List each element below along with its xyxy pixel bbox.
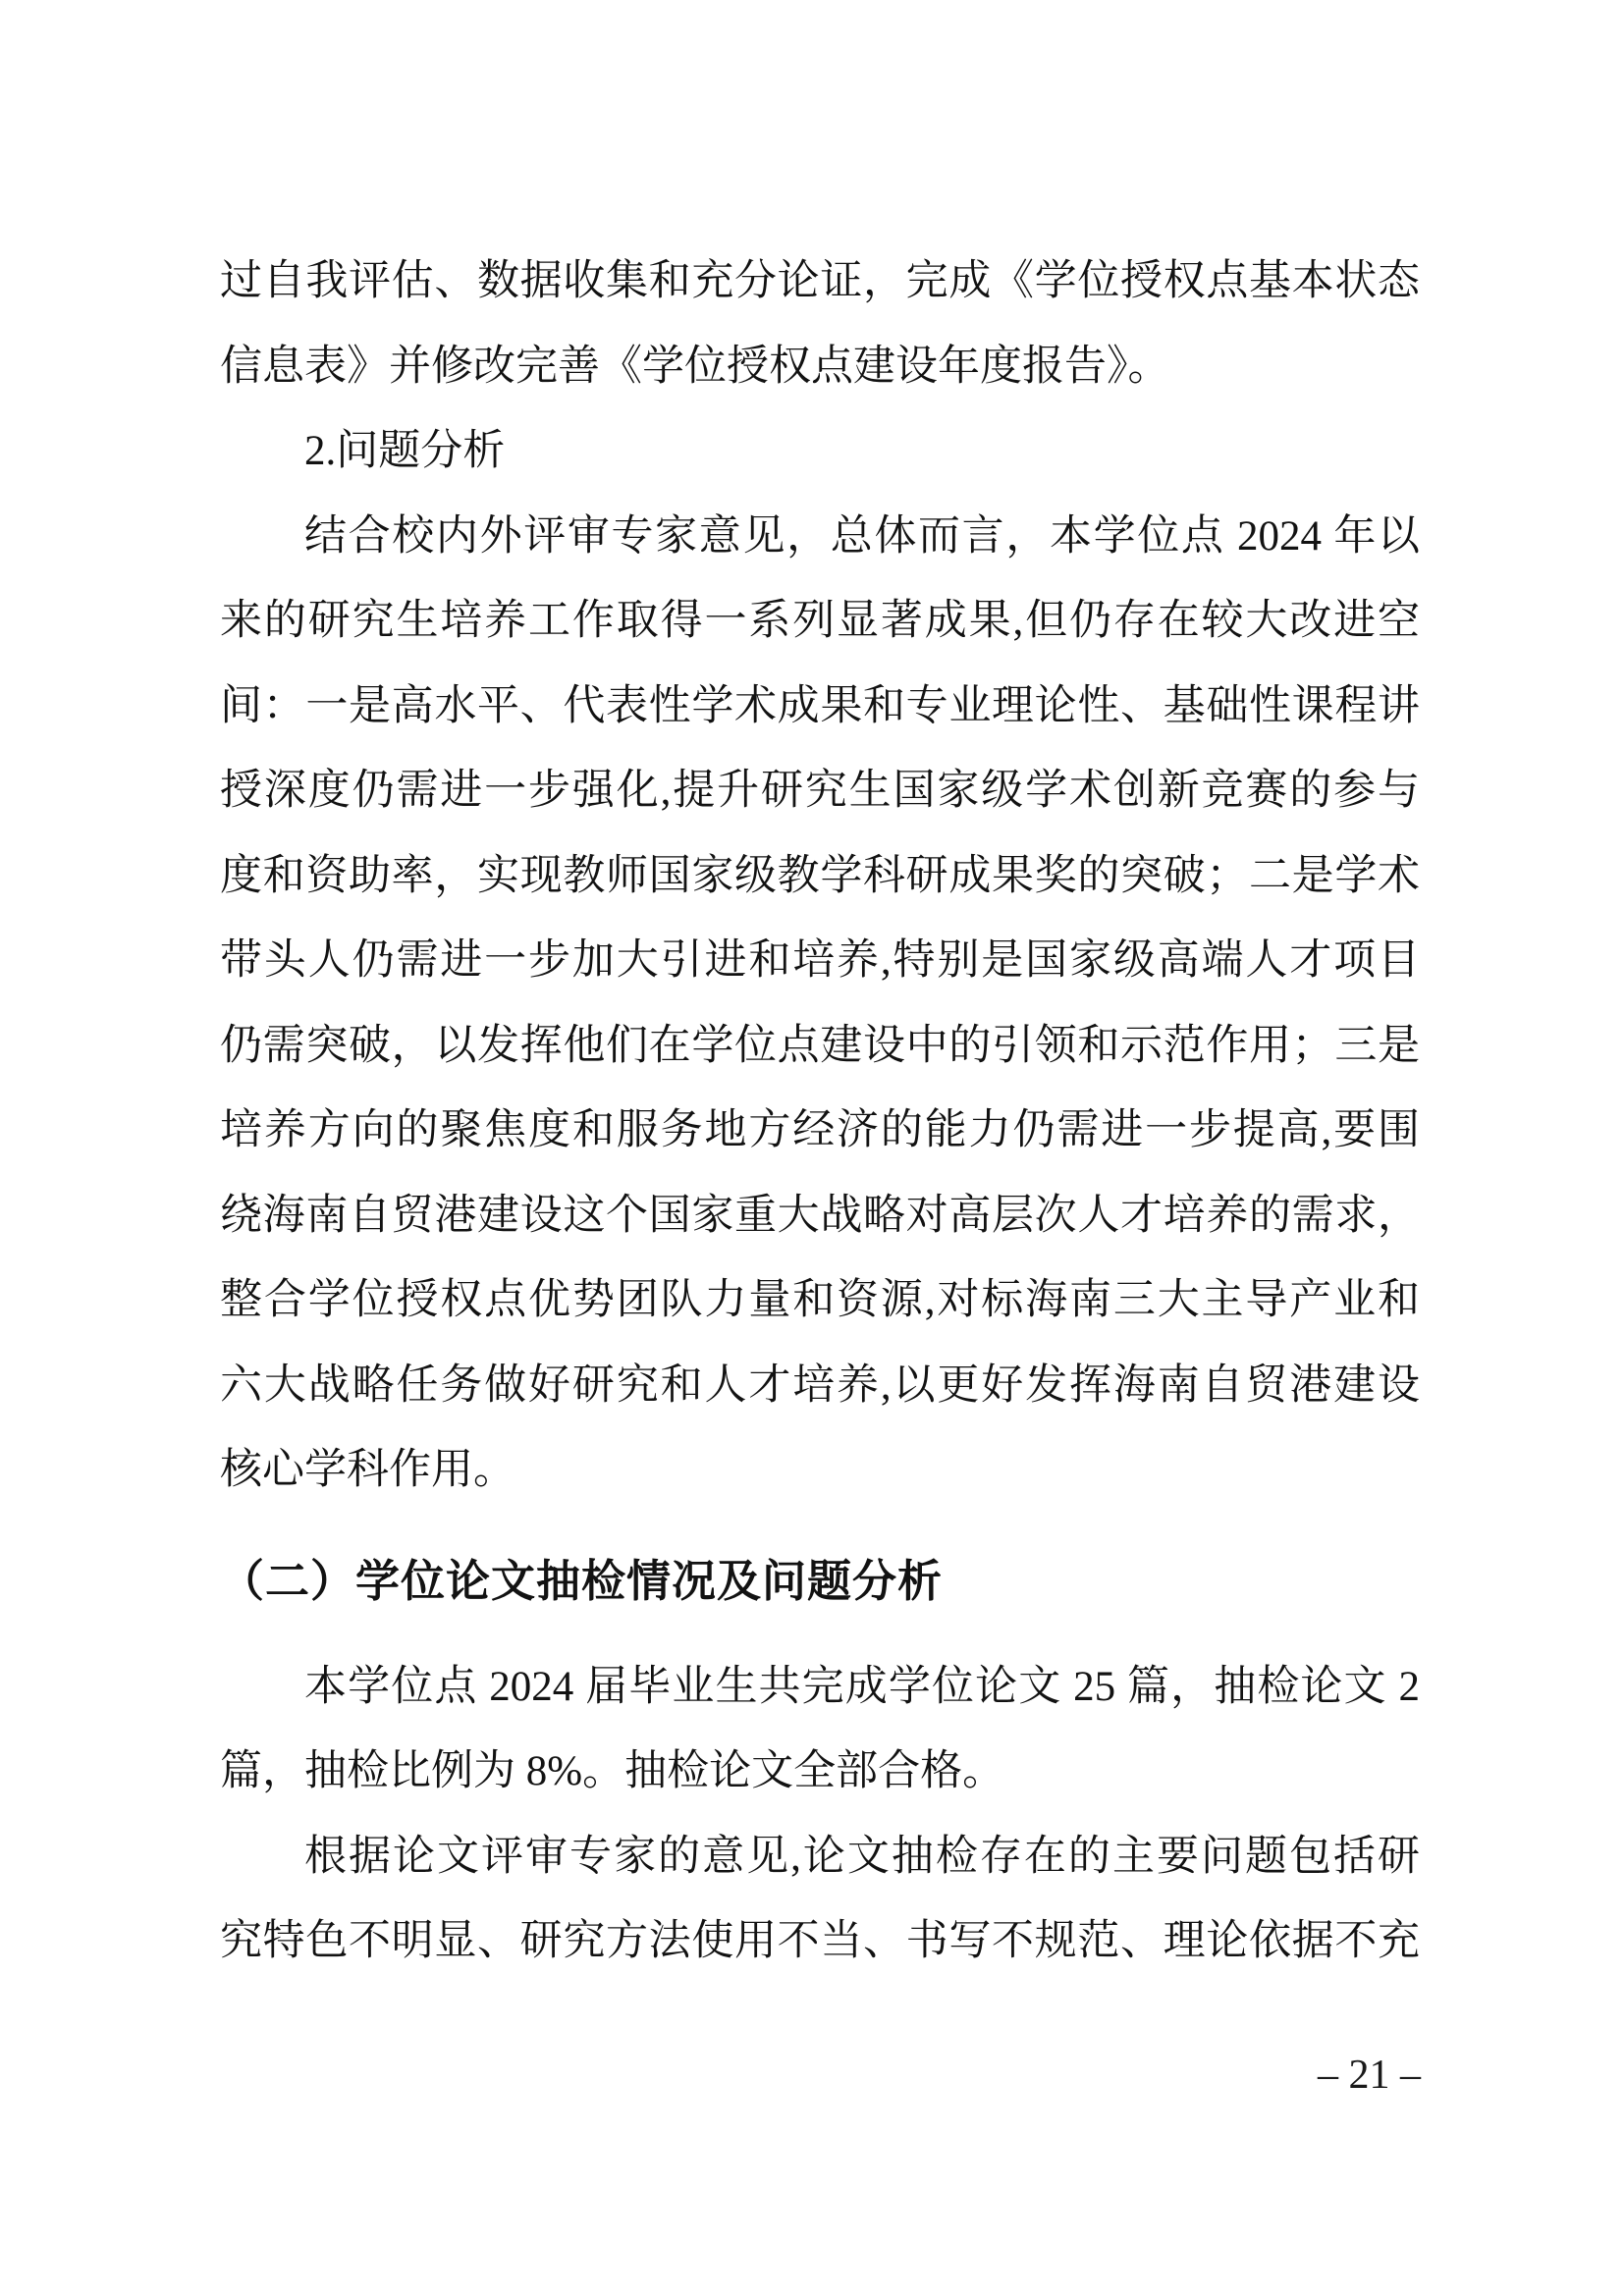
text-line: 仍需突破，以发挥他们在学位点建设中的引领和示范作用；三是	[220, 1022, 1420, 1069]
text-line: 六大战略任务做好研究和人才培养,以更好发挥海南自贸港建设	[220, 1362, 1420, 1409]
page-footer	[1318, 2054, 1421, 2097]
page-number: – 21 –	[1318, 2053, 1421, 2098]
text-line: 结合校内外评审专家意见，总体而言，本学位点 2024 年以	[304, 512, 1420, 560]
text-line: 带头人仍需进一步加大引进和培养,特别是国家级高端人才项目	[220, 937, 1420, 984]
text-line: 培养方向的聚焦度和服务地方经济的能力仍需进一步提高,要围	[220, 1107, 1420, 1153]
text-line: 根据论文评审专家的意见,论文抽检存在的主要问题包括研	[304, 1833, 1420, 1880]
text-line: 究特色不明显、研究方法使用不当、书写不规范、理论依据不充	[220, 1918, 1420, 1964]
text-line: 过自我评估、数据收集和充分论证，完成《学位授权点基本状态	[220, 258, 1420, 304]
text-line: 2.问题分析	[304, 428, 506, 474]
text-line: 度和资助率，实现教师国家级教学科研成果奖的突破；二是学术	[220, 852, 1420, 899]
text-line: 核心学科作用。	[220, 1447, 515, 1493]
text-line: 间：一是高水平、代表性学术成果和专业理论性、基础性课程讲	[220, 682, 1420, 729]
text-line: 来的研究生培养工作取得一系列显著成果,但仍存在较大改进空	[220, 598, 1420, 644]
text-line: 绕海南自贸港建设这个国家重大战略对高层次人才培养的需求，	[220, 1192, 1420, 1239]
text-line: 本学位点 2024 届毕业生共完成学位论文 25 篇，抽检论文 2	[304, 1663, 1420, 1710]
text-line: 整合学位授权点优势团队力量和资源,对标海南三大主导产业和	[220, 1277, 1420, 1323]
document-page	[220, 240, 1420, 1985]
text-line: 授深度仍需进一步强化,提升研究生国家级学术创新竞赛的参与	[220, 768, 1420, 814]
section-heading: （二）学位论文抽检情况及问题分析	[220, 1556, 944, 1606]
text-line: 篇，抽检比例为 8%。抽检论文全部合格。	[220, 1748, 1005, 1794]
text-line: 信息表》并修改完善《学位授权点建设年度报告》。	[220, 343, 1170, 390]
